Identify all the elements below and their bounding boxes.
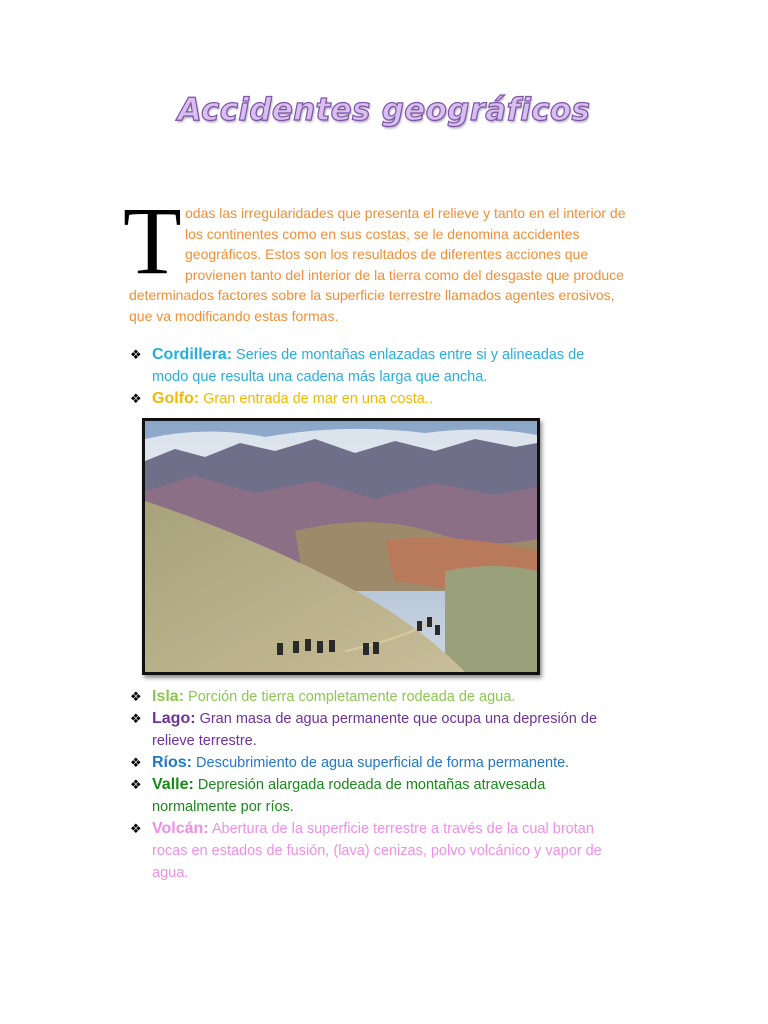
term-definition-cont: normalmente por ríos. [152, 799, 294, 815]
intro-line: los continentes como en sus costas, se le denomina accidentes [185, 225, 580, 242]
intro-line: determinados factores sobre la superficie terrestre llamados agentes erosivos, [129, 287, 615, 303]
landscape-illustration [145, 421, 537, 672]
term-label: Isla: [152, 688, 185, 705]
term-definition: Gran entrada de mar en una costa.. [203, 391, 433, 407]
list-item-isla [130, 686, 630, 708]
intro-line: que va modificando estas formas. [129, 307, 339, 324]
term-label: Cordillera: [152, 346, 233, 363]
list-item-valle [130, 774, 630, 818]
term-label: Ríos: [152, 754, 192, 771]
intro-text [129, 203, 661, 326]
intro-line: odas las irregularidades que presenta el relieve y tanto en el interior de [185, 205, 626, 221]
term-definition: Depresión alargada rodeada de montañas atravesada [197, 777, 546, 793]
definitions-list-top [130, 344, 630, 410]
intro-paragraph [123, 187, 661, 326]
term-definition-cont: agua. [152, 865, 189, 881]
diamond-bullet-icon: ❖ [130, 711, 142, 726]
term-definition: Series de montañas enlazadas entre si y alineadas de [236, 347, 585, 363]
list-item-rios [130, 752, 630, 774]
list-item-cordillera [130, 344, 630, 388]
term-label: Volcán: [152, 820, 209, 837]
term-definition-cont: rocas en estados de fusión, (lava) cenizas, polvo volcánico y vapor de [152, 843, 602, 859]
page-title: Accidentes geográficos [177, 92, 591, 128]
term-definition: Abertura de la superficie terrestre a través de la cual brotan [211, 821, 594, 837]
term-definition: Descubrimiento de agua superficial de forma permanente. [196, 755, 570, 771]
drop-cap: T [123, 187, 182, 294]
term-label: Golfo: [152, 390, 200, 407]
diamond-bullet-icon: ❖ [130, 777, 142, 792]
intro-line: geográficos. Estos son los resultados de diferentes acciones que [185, 246, 589, 262]
term-label: Lago: [152, 710, 196, 727]
term-definition-cont: relieve terrestre. [152, 733, 257, 749]
diamond-bullet-icon: ❖ [130, 821, 142, 836]
definitions-list-bottom [130, 686, 630, 884]
list-item-volcan [130, 818, 630, 884]
list-item-lago [130, 708, 630, 752]
mountain-landscape-photo [142, 418, 540, 675]
term-definition-cont: modo que resulta una cadena más larga que ancha. [152, 369, 488, 385]
diamond-bullet-icon: ❖ [130, 347, 142, 362]
term-label: Valle: [152, 776, 194, 793]
intro-line: provienen tanto del interior de la tierra como del desgaste que produce [185, 266, 624, 283]
term-definition: Gran masa de agua permanente que ocupa una depresión de [199, 711, 598, 727]
diamond-bullet-icon: ❖ [130, 391, 142, 406]
diamond-bullet-icon: ❖ [130, 755, 142, 770]
diamond-bullet-icon: ❖ [130, 689, 142, 704]
term-definition: Porción de tierra completamente rodeada de agua. [188, 689, 516, 705]
list-item-golfo [130, 388, 630, 410]
